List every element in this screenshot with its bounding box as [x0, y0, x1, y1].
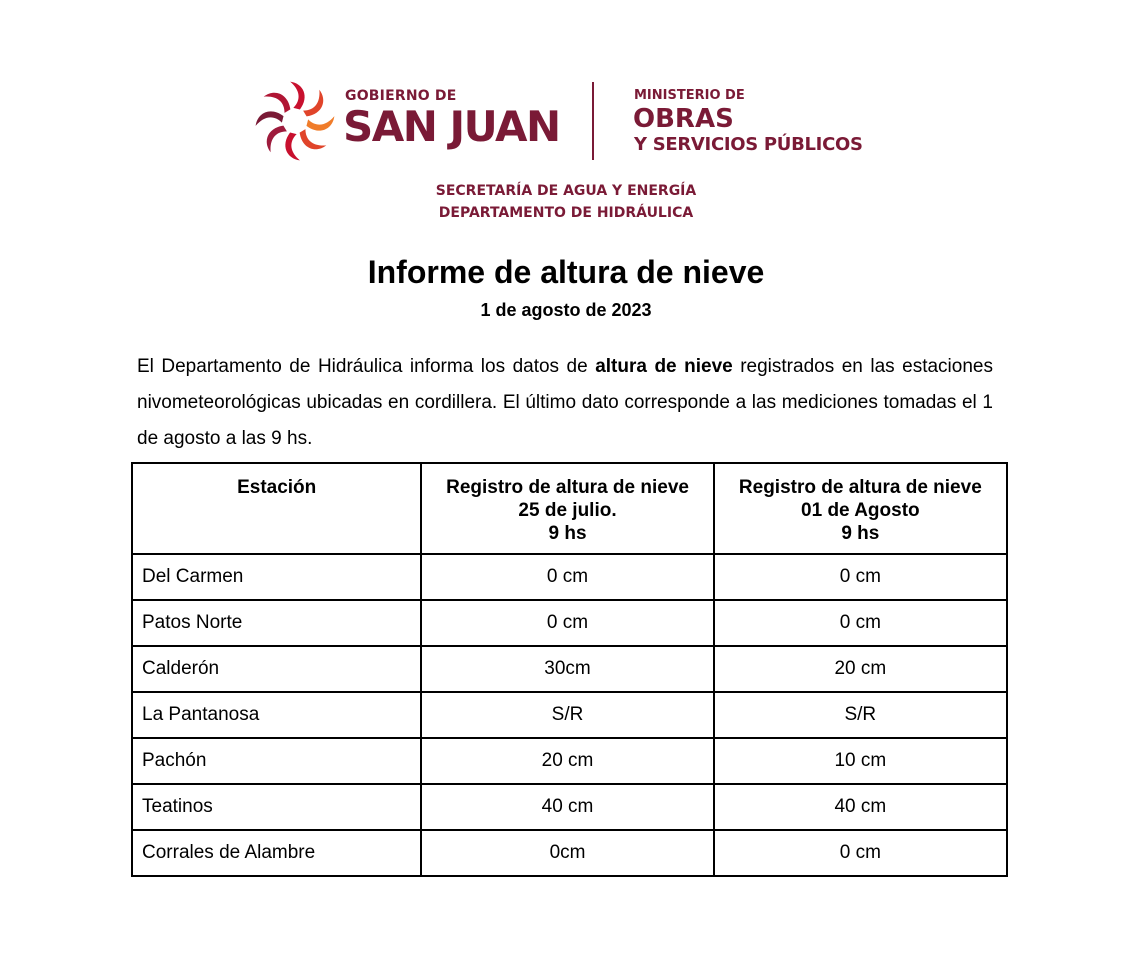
value-jul25: 0cm: [421, 830, 713, 876]
value-ago01: S/R: [714, 692, 1007, 738]
value-ago01: 0 cm: [714, 600, 1007, 646]
table-row: [132, 600, 1007, 646]
table-row: [132, 554, 1007, 600]
value-ago01: 10 cm: [714, 738, 1007, 784]
letterhead: [0, 0, 1132, 240]
station-name: Patos Norte: [132, 600, 421, 646]
table-row: [132, 692, 1007, 738]
ministry-label: MINISTERIO DE: [634, 88, 745, 103]
header-jul25-line3: 9 hs: [548, 523, 587, 544]
header-ago01-line2: 01 de Agosto: [801, 500, 920, 521]
government-name: SAN JUAN: [343, 102, 560, 151]
header-jul25-line2: 25 de julio.: [518, 500, 617, 521]
value-ago01: 20 cm: [714, 646, 1007, 692]
value-jul25: 40 cm: [421, 784, 713, 830]
intro-text-start: El Departamento de Hidráulica informa los datos de: [137, 356, 596, 377]
header-station: [132, 463, 421, 554]
department-name: DEPARTAMENTO DE HIDRÁULICA: [438, 205, 694, 221]
header-ago01: [714, 463, 1007, 554]
ministry-subtitle: Y SERVICIOS PÚBLICOS: [634, 134, 863, 155]
table-row: [132, 784, 1007, 830]
intro-paragraph: [137, 349, 993, 457]
report-date: 1 de agosto de 2023: [480, 300, 652, 320]
snow-height-table: [131, 462, 1008, 877]
table-row: [132, 830, 1007, 876]
header-jul25-line1: Registro de altura de nieve: [446, 477, 689, 498]
table-row: [132, 646, 1007, 692]
table-row: [132, 738, 1007, 784]
station-name: La Pantanosa: [132, 692, 421, 738]
station-name: Teatinos: [132, 784, 421, 830]
header-jul25: [421, 463, 713, 554]
value-ago01: 0 cm: [714, 554, 1007, 600]
header-ago01-line1: Registro de altura de nieve: [738, 477, 982, 498]
station-name: Calderón: [132, 646, 421, 692]
header-divider: [592, 82, 594, 160]
page-title: Informe de altura de nieve: [367, 254, 765, 290]
intro-text-bold: altura de nieve: [595, 356, 733, 377]
secretariat-name: SECRETARÍA DE AGUA Y ENERGÍA: [435, 183, 697, 199]
header-station-label: Estación: [237, 477, 317, 498]
header-ago01-line3: 9 hs: [841, 523, 880, 544]
san-juan-sun-logo-icon: [254, 80, 336, 162]
value-jul25: 0 cm: [421, 554, 713, 600]
ministry-name: OBRAS: [633, 104, 734, 134]
value-ago01: 0 cm: [714, 830, 1007, 876]
value-jul25: 30cm: [421, 646, 713, 692]
station-name: Corrales de Alambre: [132, 830, 421, 876]
value-jul25: 20 cm: [421, 738, 713, 784]
value-ago01: 40 cm: [714, 784, 1007, 830]
table-header-row: [132, 463, 1007, 554]
government-label: GOBIERNO DE: [345, 88, 457, 104]
intro-text-end: registrados en las estaciones nivometeorológicas ubicadas en cordillera. El último dato corresponde a las mediciones tomadas el 1 de agosto a las 9 hs.: [137, 356, 993, 449]
value-jul25: S/R: [421, 692, 713, 738]
value-jul25: 0 cm: [421, 600, 713, 646]
station-name: Del Carmen: [132, 554, 421, 600]
station-name: Pachón: [132, 738, 421, 784]
